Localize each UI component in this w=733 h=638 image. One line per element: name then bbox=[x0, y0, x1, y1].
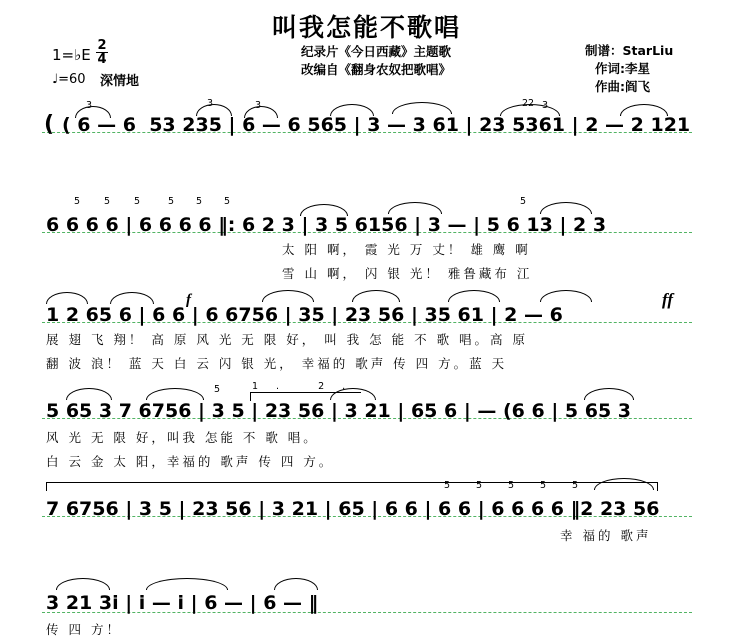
system-2-lyrics-verse1: 太 阳 啊， 霞 光 万 丈！ 雄 鹰 啊 bbox=[282, 242, 531, 257]
slur bbox=[448, 290, 500, 302]
slur bbox=[594, 478, 654, 490]
slur bbox=[540, 290, 592, 302]
slur bbox=[66, 388, 112, 400]
ornament-mark: 5 bbox=[134, 196, 141, 207]
subtitle-film: 纪录片《今日西藏》主题歌 bbox=[300, 44, 451, 59]
ornament-mark: 5 bbox=[214, 384, 221, 395]
system-6-notes: 3 21 3i | i — i | 6 — | 6 — ‖ bbox=[46, 592, 319, 614]
key-name: ♭E bbox=[74, 46, 91, 64]
triplet-mark: 3 bbox=[207, 98, 214, 109]
system-3-lyrics-verse2: 翻 波 浪！ 蓝 天 白 云 闪 银 光， 幸福的 歌声 传 四 方。蓝 天 bbox=[46, 356, 508, 371]
key-signature bbox=[52, 46, 91, 64]
credit-lyricist: 作词:李星 bbox=[595, 61, 650, 76]
tempo-marking: ♩=60 bbox=[52, 72, 86, 87]
system-6-lyrics: 传 四 方！ bbox=[46, 622, 122, 637]
slur bbox=[56, 578, 110, 590]
meter-bottom: 4 bbox=[97, 52, 107, 67]
triplet-mark: 3 bbox=[86, 100, 93, 111]
system-4-lyrics-verse1: 风 光 无 限 好，叫我 怎能 不 歌 唱。 bbox=[46, 430, 319, 445]
system-5-notes: 7 6756 | 3 5 | 23 56 | 3 21 | 65 | 6 6 | 6 6 | 6 6 6 6 ‖2 23 56 bbox=[46, 498, 660, 520]
ornament-mark: 5 bbox=[476, 480, 483, 491]
system-4-lyrics-verse2: 白 云 金 太 阳，幸福的 歌声 传 四 方。 bbox=[46, 454, 335, 469]
slur bbox=[540, 202, 592, 214]
grace-mark: 22 bbox=[522, 98, 535, 109]
expression-marking: 深情地 bbox=[100, 74, 140, 89]
system-1-notes: ( 6 — 6 53 235 | 6 — 6 565 | 3 — 3 61 | 23 5361 | 2 — 2 121 bbox=[62, 114, 691, 136]
ornament-mark: 5 bbox=[224, 196, 231, 207]
system-2-lyrics-verse2: 雪 山 啊， 闪 银 光！ 雅鲁藏布 江 bbox=[282, 266, 533, 281]
credit-composer: 作曲:阎飞 bbox=[595, 79, 650, 94]
system-1-open-paren: ( bbox=[44, 112, 55, 137]
slur bbox=[274, 578, 318, 590]
triplet-mark: 3 bbox=[542, 100, 549, 111]
ornament-mark: 5 bbox=[168, 196, 175, 207]
volta-bracket-label: 1. 2. bbox=[252, 381, 364, 392]
system-3-lyrics-verse1: 展 翅 飞 翔！ 高 原 风 光 无 限 好， 叫 我 怎 能 不 歌 唱。高 原 bbox=[46, 332, 529, 347]
slur bbox=[584, 388, 634, 400]
ornament-mark: 5 bbox=[104, 196, 111, 207]
triplet-mark: 3 bbox=[255, 100, 262, 111]
subtitle-adapted: 改编自《翻身农奴把歌唱》 bbox=[300, 62, 451, 77]
system-2-notes: 6 6 6 6 | 6 6 6 6 ‖: 6 2 3 | 3 5 6156 | 3 — | 5 6 13 | 2 3 bbox=[46, 214, 607, 236]
meter-top: 2 bbox=[97, 38, 107, 53]
dynamic-f: f bbox=[186, 292, 191, 308]
page-title: 叫我怎能不歌唱 bbox=[271, 13, 461, 42]
slur bbox=[110, 292, 154, 304]
system-4-notes: 5 65 3 7 6756 | 3 5 | 23 56 | 3 21 | 65 6 | — (6 6 | 5 65 3 bbox=[46, 400, 632, 422]
slur bbox=[388, 202, 442, 214]
ornament-mark: 5 bbox=[74, 196, 81, 207]
credit-producer: 制谱：StarLiu bbox=[585, 43, 674, 58]
slur bbox=[146, 388, 204, 400]
ornament-mark: 5 bbox=[520, 196, 527, 207]
slur bbox=[352, 290, 400, 302]
ornament-mark: 5 bbox=[196, 196, 203, 207]
tempo-value: =60 bbox=[58, 72, 86, 87]
system-3-notes: 1 2 65 6 | 6 6 | 6 6756 | 35 | 23 56 | 35 61 | 2 — 6 bbox=[46, 304, 563, 326]
ornament-mark: 5 bbox=[444, 480, 451, 491]
slur bbox=[262, 290, 314, 302]
ornament-mark: 5 bbox=[540, 480, 547, 491]
key-label: 1= bbox=[52, 46, 75, 64]
time-signature bbox=[96, 40, 108, 65]
repeat-bracket bbox=[46, 482, 658, 491]
system-5-lyrics: 幸 福的 歌声 bbox=[560, 528, 652, 543]
ornament-mark: 5 bbox=[508, 480, 515, 491]
slur bbox=[392, 102, 452, 114]
slur bbox=[46, 292, 88, 304]
ornament-mark: 5 bbox=[572, 480, 579, 491]
dynamic-ff: ff bbox=[662, 290, 674, 309]
slur bbox=[146, 578, 228, 590]
